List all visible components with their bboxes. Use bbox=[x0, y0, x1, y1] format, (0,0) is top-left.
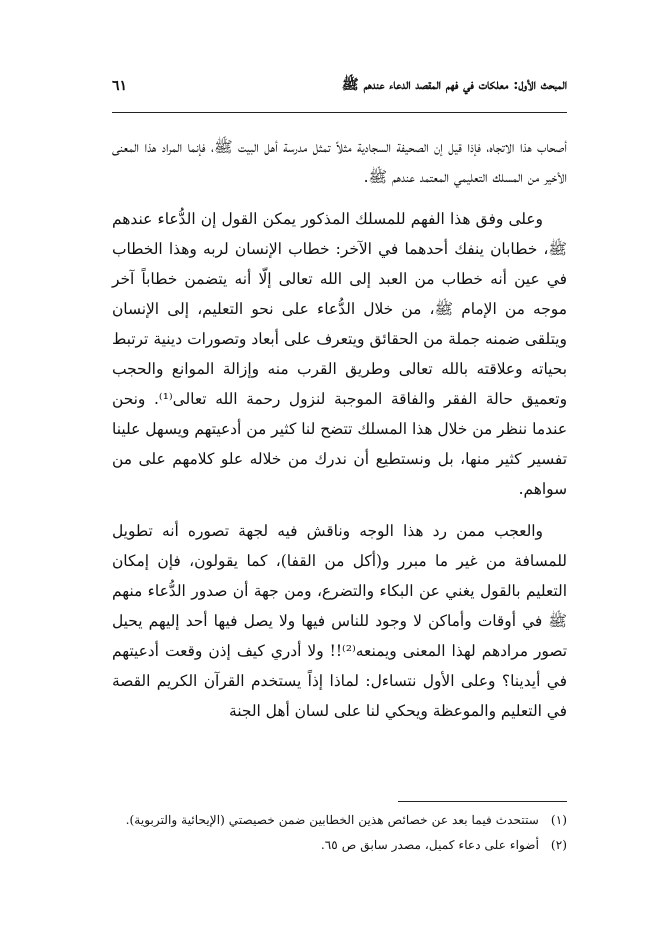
footnote-1 bbox=[112, 810, 567, 831]
page-number: ٦١ bbox=[112, 78, 128, 94]
footnotes bbox=[112, 810, 567, 860]
body-text bbox=[112, 132, 567, 738]
footnote-number: (١) bbox=[550, 813, 567, 827]
header-title: المبحث الأول: معلكات في فهم المقصد الدعاء عندهم ﷺ bbox=[341, 77, 567, 93]
footnote-text: أضواء على دعاء كميل، مصدر سابق ص ٦٥. bbox=[320, 838, 539, 852]
footnote-divider bbox=[398, 801, 567, 802]
footnote-number: (٢) bbox=[550, 838, 567, 852]
paragraph-1: أصحاب هذا الاتجاه، فإذا قيل إن الصحيفة السجادية مثلاً تمثل مدرسة أهل البيت ﷺ، فإنما المراد هذا المعنى الأخير من المسلك التعليمي المعتمد عندهم ﷺ. bbox=[112, 138, 567, 186]
footnote-text: ستتحدث فيما بعد عن خصائص هذين الخطابين ضمن خصيصتي (الإيحائية والتربوية). bbox=[125, 813, 539, 827]
header-divider bbox=[112, 112, 567, 113]
paragraph-3: والعجب ممن رد هذا الوجه وناقش فيه لجهة تصوره أنه تطويل للمسافة من غير ما مبرر و(أكل من القفا)، كما يقولون، فإن إمكان التعليم بالقول يغني عن البكاء والتضرع، ومن جهة أن صدور الدُّعاء منهم ﷺ في أوقات وأماكن لا وجود للناس فيها ولا يصل فيها أحد إليهم يحيل تصور مرادهم لهذا المعنى ويمنعه⁽²⁾!! ولا أدري كيف إذن وقعت أدعيتهم في أيدينا؟ وعلى الأول نتساءل: لماذا إذاً يستخدم القرآن الكريم القصة في التعليم والموعظة ويحكي لنا على لسان أهل الجنة bbox=[112, 522, 567, 720]
paragraph-2: وعلى وفق هذا الفهم للمسلك المذكور يمكن القول إن الدُّعاء عندهم ﷺ، خطابان ينفك أحدهما في الآخر: خطاب الإنسان لربه وهذا الخطاب في عين أنه خطاب من العبد إلى الله تعالى إلّا أنه يتضمن خطاباً آخر موجه من الإمام ﷺ، من خلال الدُّعاء على نحو التعليم، إلى الإنسان ويتلقى ضمنه جملة من الحقائق ويتعرف على أبعاد وتصورات دينية ترتبط بحياته وعلاقته بالله تعالى وطريق القرب منه وإزالة الموانع والحجب وتعميق حالة الفقر والفاقة الموجبة لنزول رحمة الله تعالى⁽¹⁾. ونحن عندما ننظر من خلال هذا المسلك تتضح لنا كثير من أدعيتهم ويسهل علينا تفسير كثير منها، بل ونستطيع أن ندرك من خلاله علو كلامهم على من سواهم. bbox=[112, 210, 568, 498]
footnote-2 bbox=[112, 835, 567, 856]
running-header bbox=[112, 74, 567, 98]
